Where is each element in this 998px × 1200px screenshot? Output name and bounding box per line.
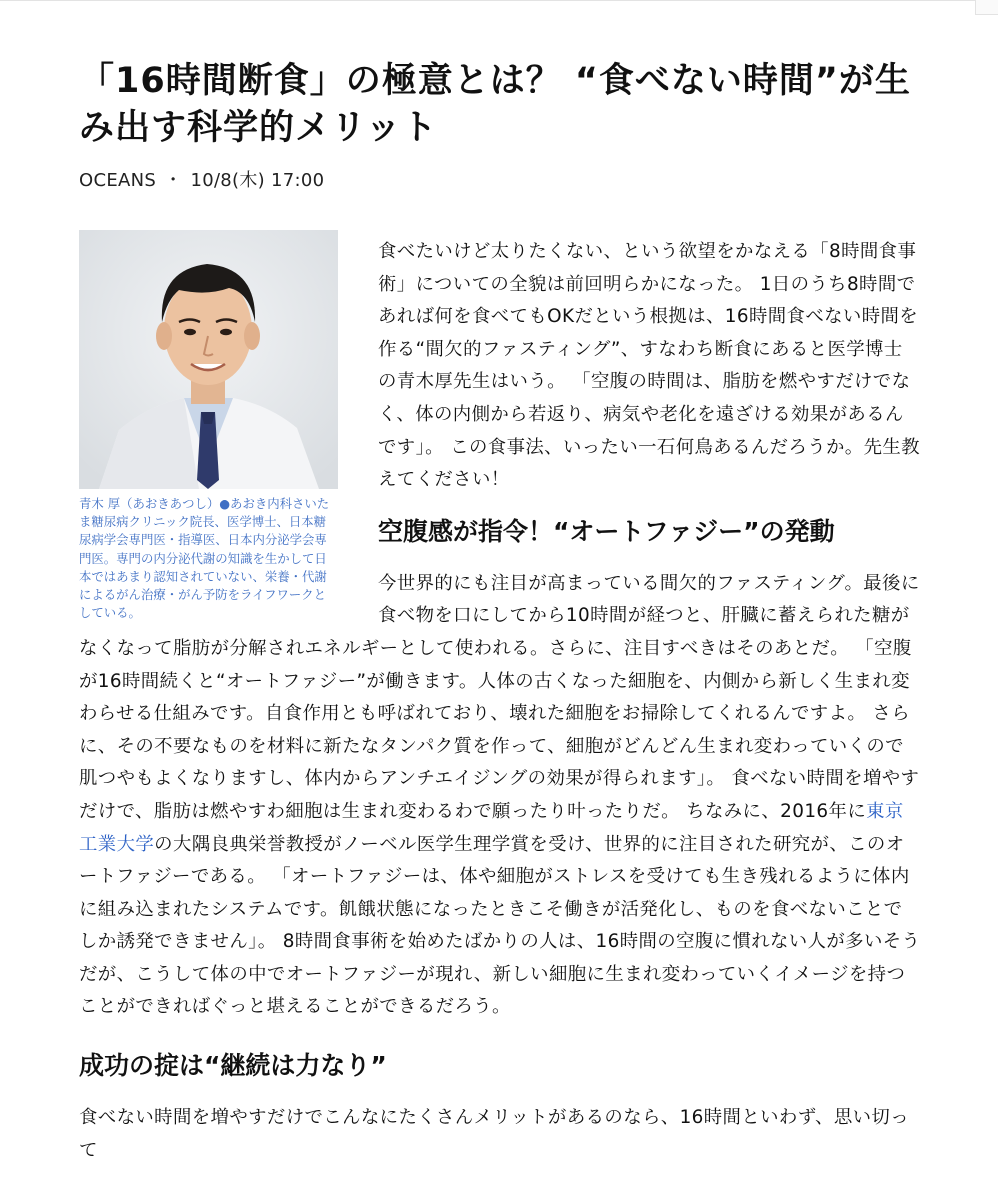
article	[79, 58, 921, 1167]
article-title: 「16時間断食」の極意とは？ “食べない時間”が生み出す科学的メリット	[79, 61, 911, 148]
section-heading-success: 成功の掟は“継続は力なり”	[79, 1051, 387, 1081]
success-paragraph: 食べない時間を増やすだけでこんなにたくさんメリットがあるのなら、16時間といわず、思い切って	[79, 1107, 909, 1161]
window-top-border	[0, 0, 998, 1]
university-link[interactable]: 東京工業大学	[79, 800, 904, 855]
section-heading-autophagy: 空腹感が指令！“オートファジー”の発動	[378, 516, 835, 546]
article-date: 10/8(木) 17:00	[190, 170, 325, 191]
author-photo[interactable]	[79, 230, 338, 489]
section-body-autophagy	[79, 568, 921, 1024]
doctor-portrait-image	[79, 230, 338, 489]
author-figure	[79, 230, 338, 622]
lead-paragraph: 食べたいけど太りたくない、という欲望をかなえる「8時間食事術」についての全貌は前回明らかになった。 1日のうち8時間であれば何を食べてもOKだという根拠は、16時間食べない時間を作る“間欠的ファスティング”、すなわち断食にあると医学博士の青木厚先生はいう。 「空腹の時間は、脂肪を燃やすだけでなく、体の内側から若返り、病気や老化を遠ざける効果があるんです」。 この食事法、いったい一石何鳥あるんだろうか。先生教えてください！	[378, 241, 920, 491]
autophagy-text-part2: の大隅良典栄誉教授がノーベル医学生理学賞を受け、世界的に注目された研究が、このオートファジーである。 「オートファジーは、体や細胞がストレスを受けても生き残れるように体内に組み込まれたシステムです。飢餓状態になったときこそ働きが活発化し、ものを食べないことでしか誘発できません」。 8時間食事術を始めたばかりの人は、16時間の空腹に慣れない人が多いそうだが、こうして体の中でオートファジーが現れ、新しい細胞に生まれ変わっていくイメージを持つことができればぐっと堪えることができるだろう。	[79, 833, 921, 1018]
section-body-success	[79, 1102, 921, 1167]
article-meta	[79, 166, 921, 192]
autophagy-paragraph	[79, 568, 921, 1024]
article-source[interactable]: OCEANS	[79, 170, 157, 191]
author-caption: 青木 厚（あおきあつし）●あおき内科さいたま糖尿病クリニック院長、医学博士、日本糖尿病学会専門医・指導医、日本内分泌学会専門医。専門の内分泌代謝の知識を生かして日本ではあまり認知されていない、栄養・代謝によるがん治療・がん予防をライフワークとしている。	[79, 496, 330, 621]
scrollbar-corner[interactable]	[975, 0, 998, 15]
meta-separator: ・	[164, 170, 183, 191]
autophagy-text-part1: 今世界的にも注目が高まっている間欠的ファスティング。最後に食べ物を口にしてから10時間が経つと、肝臓に蓄えられた糖がなくなって脂肪が分解されエネルギーとして使われる。さらに、注目すべきはそのあとだ。 「空腹が16時間続くと“オートファジー”が働きます。人体の古くなった細胞を、内側から新しく生まれ変わらせる仕組みです。自食作用とも呼ばれており、壊れた細胞をお掃除してくれるんですよ。 さらに、その不要なものを材料に新たなタンパク質を作って、細胞がどんどん生まれ変わっていくので肌つやもよくなりますし、体内からアンチエイジングの効果が得られます」。 食べない時間を増やすだけで、脂肪は燃やすわ細胞は生まれ変わるわで願ったり叶ったりだ。 ちなみに、2016年に	[79, 572, 920, 822]
